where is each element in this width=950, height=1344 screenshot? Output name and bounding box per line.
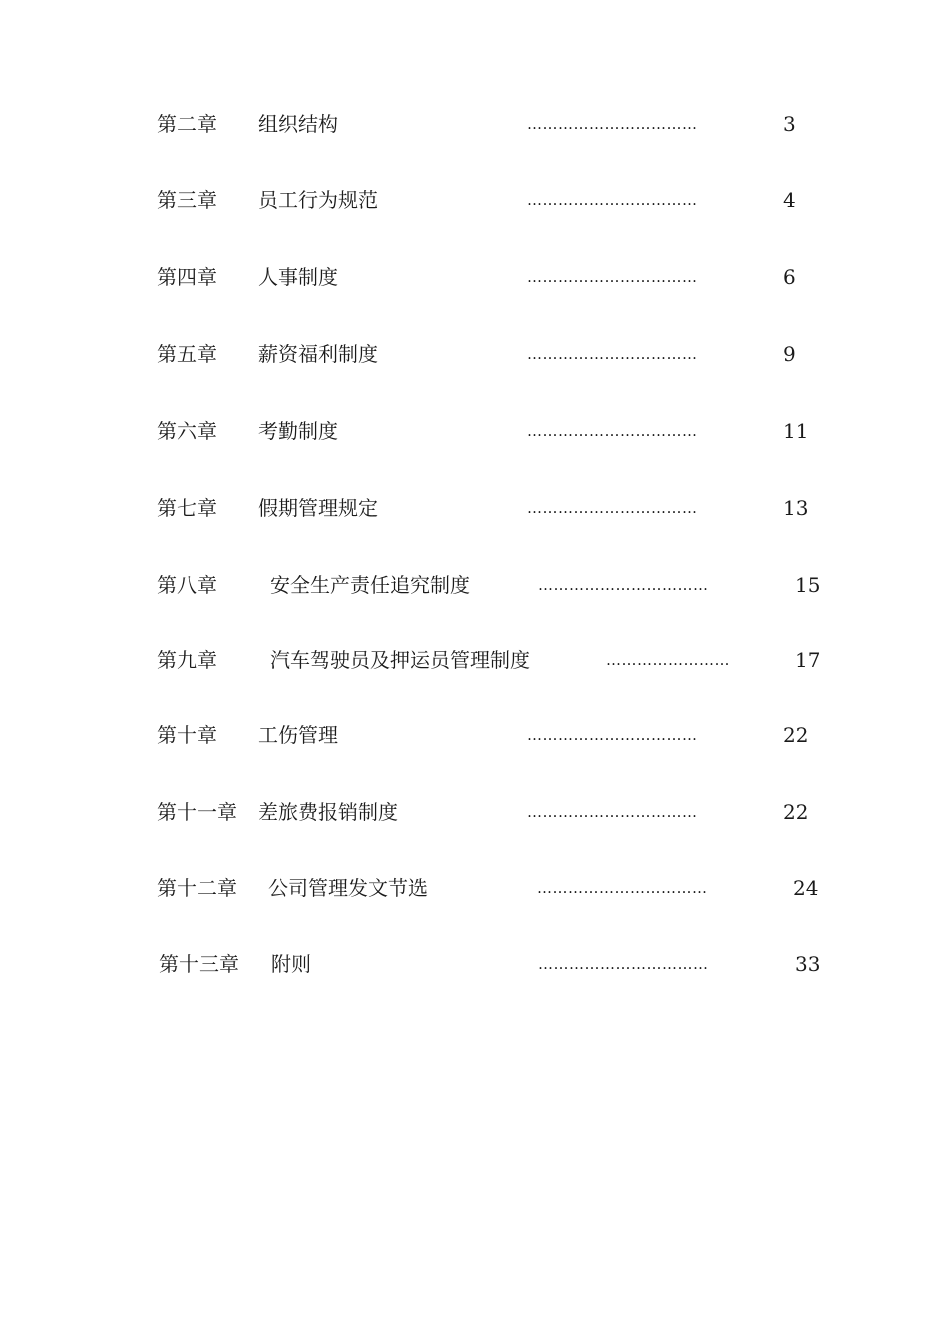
chapter-title: 员工行为规范 [258, 188, 378, 212]
page-number: 15 [795, 573, 821, 597]
leader-dots: …………………………… [527, 726, 698, 744]
page-number: 4 [783, 188, 796, 212]
page-number: 22 [783, 800, 809, 824]
chapter-title: 汽车驾驶员及押运员管理制度 [270, 648, 530, 672]
leader-dots: …………………………… [527, 191, 698, 209]
page-number: 11 [783, 419, 809, 443]
leader-dots: …………………………… [527, 115, 698, 133]
chapter-title: 工伤管理 [258, 723, 338, 747]
toc-entry[interactable] [0, 415, 950, 447]
leader-dots: …………………………… [527, 345, 698, 363]
toc-entry[interactable] [0, 719, 950, 751]
toc-entry[interactable] [0, 261, 950, 293]
chapter-number: 第七章 [157, 496, 217, 520]
chapter-title: 公司管理发文节选 [268, 876, 428, 900]
chapter-title: 组织结构 [258, 112, 338, 136]
page-number: 22 [783, 723, 809, 747]
chapter-number: 第二章 [157, 112, 217, 136]
page-number: 3 [783, 112, 796, 136]
leader-dots: …………………………… [538, 576, 709, 594]
toc-entry[interactable] [0, 569, 950, 601]
leader-dots: …………………………… [538, 955, 709, 973]
chapter-title: 附则 [271, 952, 311, 976]
page-number: 24 [793, 876, 819, 900]
page-number: 6 [783, 265, 796, 289]
page-number: 17 [795, 648, 821, 672]
toc-entry[interactable] [0, 492, 950, 524]
chapter-title: 人事制度 [258, 265, 338, 289]
chapter-number: 第十一章 [157, 800, 237, 824]
leader-dots: …………………………… [537, 879, 708, 897]
chapter-title: 安全生产责任追究制度 [270, 573, 470, 597]
chapter-number: 第九章 [157, 648, 217, 672]
chapter-number: 第六章 [157, 419, 217, 443]
chapter-number: 第四章 [157, 265, 217, 289]
toc-entry[interactable] [0, 338, 950, 370]
leader-dots: …………………………… [527, 499, 698, 517]
leader-dots: …………………………… [527, 268, 698, 286]
chapter-number: 第十三章 [159, 952, 239, 976]
chapter-number: 第五章 [157, 342, 217, 366]
chapter-number: 第十章 [157, 723, 217, 747]
chapter-title: 假期管理规定 [258, 496, 378, 520]
toc-entry[interactable] [0, 644, 950, 676]
chapter-number: 第八章 [157, 573, 217, 597]
toc-entry[interactable] [0, 948, 950, 980]
toc-entry[interactable] [0, 872, 950, 904]
toc-entry[interactable] [0, 184, 950, 216]
toc-entry[interactable] [0, 796, 950, 828]
toc-entry[interactable] [0, 108, 950, 140]
chapter-title: 薪资福利制度 [258, 342, 378, 366]
chapter-number: 第三章 [157, 188, 217, 212]
chapter-title: 考勤制度 [258, 419, 338, 443]
page-number: 33 [795, 952, 821, 976]
leader-dots: …………………………… [527, 422, 698, 440]
page-number: 9 [783, 342, 796, 366]
chapter-title: 差旅费报销制度 [258, 800, 398, 824]
leader-dots: …………………… [606, 651, 730, 669]
chapter-number: 第十二章 [157, 876, 237, 900]
leader-dots: …………………………… [527, 803, 698, 821]
page-number: 13 [783, 496, 809, 520]
